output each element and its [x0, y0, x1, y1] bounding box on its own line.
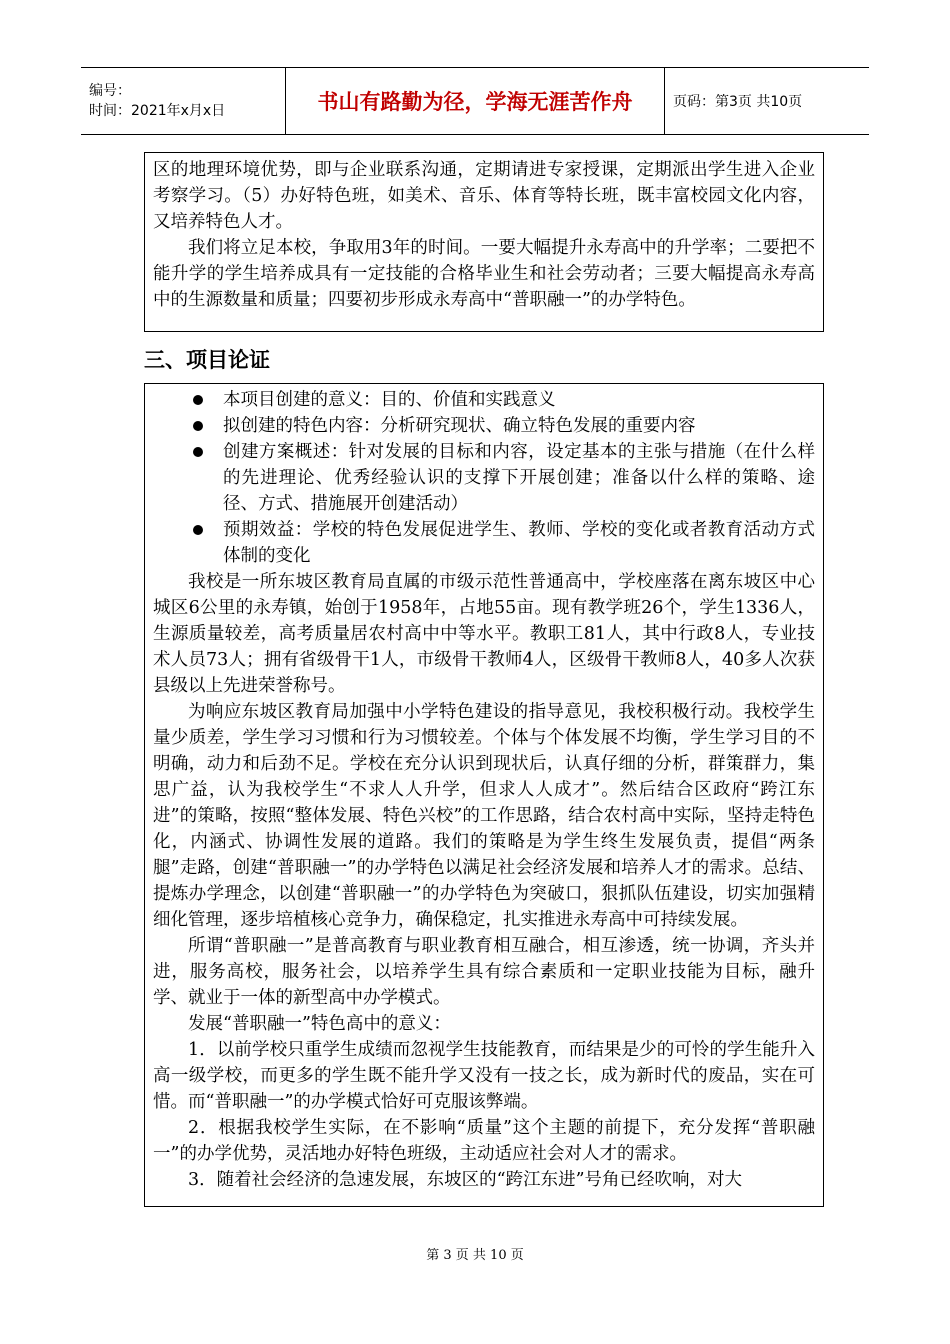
paragraph: 2．根据我校学生实际，在不影响“质量”这个主题的前提下，充分发挥“普职融一”的办学优势，灵活地办好特色班级，主动适应社会对人才的需求。	[153, 1118, 815, 1164]
header-number: 编号：	[89, 83, 131, 99]
header-meta	[81, 68, 286, 135]
text-box-continued	[144, 152, 824, 332]
header-date: 时间：2021年x月x日	[89, 103, 226, 119]
paragraph: 区的地理环境优势，即与企业联系沟通，定期请进专家授课，定期派出学生进入企业考察学习。（5）办好特色班，如美术、音乐、体育等特长班，既丰富校园文化内容，又培养特色人才。	[153, 160, 815, 232]
paragraph: 所谓“普职融一”是普高教育与职业教育相互融合，相互渗透，统一协调，齐头并进，服务高校，服务社会，以培养学生具有综合素质和一定职业技能为目标，融升学、就业于一体的新型高中办学模式。	[153, 936, 815, 1008]
paragraph: 我校是一所东坡区教育局直属的市级示范性普通高中，学校座落在离东坡区中心城区6公里的永寿镇，始创于1958年，占地55亩。现有教学班26个，学生1336人，生源质量较差，高考质量居农村高中中等水平。教职工81人，其中行政8人，专业技术人员73人；拥有省级骨干1人，市级骨干教师4人，区级骨干教师8人，40多人次获县级以上先进荣誉称号。	[153, 572, 815, 696]
bullet-dot-icon	[193, 447, 203, 457]
bullet-list	[153, 387, 815, 569]
bullet-dot-icon	[193, 525, 203, 535]
bullet-dot-icon	[193, 421, 203, 431]
header-page-number: 页码：第3页 共10页	[665, 68, 870, 135]
bullet-item: 本项目创建的意义：目的、价值和实践意义	[153, 387, 815, 413]
text-box-project-argument	[144, 383, 824, 1207]
paragraph: 为响应东坡区教育局加强中小学特色建设的指导意见，我校积极行动。我校学生量少质差，学生学习习惯和行为习惯较差。个体与个体发展不均衡，学生学习目的不明确，动力和后劲不足。学校在充分认识到现状后，认真仔细的分析，群策群力，集思广益，认为我校学生“不求人人升学，但求人人成才”。然后结合区政府“跨江东进”的策略，按照“整体发展、特色兴校”的工作思路，结合农村高中实际，坚持走特色化，内涵式、协调性发展的道路。我们的策略是为学生终生发展负责，提倡“两条腿”走路，创建“普职融一”的办学特色以满足社会经济发展和培养人才的需求。总结、提炼办学理念，以创建“普职融一”的办学特色为突破口，狠抓队伍建设，切实加强精细化管理，逐步培植核心竞争力，确保稳定，扎实推进永寿高中可持续发展。	[153, 702, 815, 930]
bullet-item: 拟创建的特色内容：分析研究现状、确立特色发展的重要内容	[153, 413, 815, 439]
bullet-item: 预期效益：学校的特色发展促进学生、教师、学校的变化或者教育活动方式体制的变化	[153, 517, 815, 569]
section-title: 三、项目论证	[144, 348, 270, 372]
paragraph: 我们将立足本校，争取用3年的时间。一要大幅提升永寿高中的升学率；二要把不能升学的学生培养成具有一定技能的合格毕业生和社会劳动者；三要大幅提高永寿高中的生源数量和质量；四要初步形成永寿高中“普职融一”的办学特色。	[153, 238, 815, 310]
paragraph: 发展“普职融一”特色高中的意义：	[188, 1014, 451, 1034]
bullet-item: 创建方案概述：针对发展的目标和内容，设定基本的主张与措施（在什么样的先进理论、优秀经验认识的支撑下开展创建；准备以什么样的策略、途径、方式、措施展开创建活动）	[153, 439, 815, 517]
page-footer: 第 3 页 共 10 页	[426, 1248, 524, 1263]
paragraph: 1．以前学校只重学生成绩而忽视学生技能教育，而结果是少的可怜的学生能升入高一级学校，而更多的学生既不能升学又没有一技之长，成为新时代的废品，实在可惜。而“普职融一”的办学模式恰好可克服该弊端。	[153, 1040, 815, 1112]
page-header	[81, 67, 869, 135]
paragraph: 3．随着社会经济的急速发展，东坡区的“跨江东进”号角已经吹响，对大	[188, 1170, 743, 1190]
bullet-dot-icon	[193, 395, 203, 405]
header-motto: 书山有路勤为径，学海无涯苦作舟	[286, 68, 665, 135]
